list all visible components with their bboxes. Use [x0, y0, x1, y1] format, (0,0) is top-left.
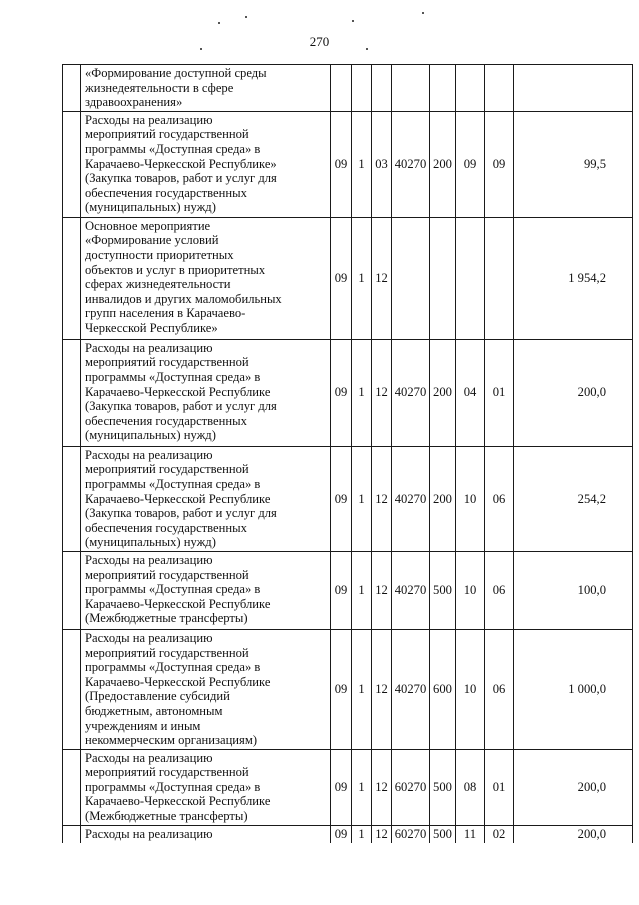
amount-cell: [514, 65, 633, 112]
amount-cell: 1 954,2: [514, 217, 633, 339]
code-cell: 500: [430, 749, 456, 825]
amount-cell: 200,0: [514, 825, 633, 843]
code-cell: 01: [485, 339, 514, 446]
code-cell: [456, 65, 485, 112]
code-cell: [392, 217, 430, 339]
code-cell: 40270: [392, 446, 430, 551]
code-cell: [485, 217, 514, 339]
row-index-cell: [63, 65, 81, 112]
code-cell: 09: [331, 749, 352, 825]
table-row: [63, 65, 633, 112]
table-row: [63, 551, 633, 629]
scan-speck: [200, 48, 202, 50]
amount-cell: 200,0: [514, 749, 633, 825]
description-cell: Расходы на реализацию мероприятий государственной программы «Доступная среда» в Карачаево-Черкесской Республике (Межбюджетные трансферты): [81, 749, 331, 825]
code-cell: 200: [430, 339, 456, 446]
amount-cell: 254,2: [514, 446, 633, 551]
amount-cell: 200,0: [514, 339, 633, 446]
code-cell: 500: [430, 825, 456, 843]
code-cell: 08: [456, 749, 485, 825]
code-cell: 600: [430, 629, 456, 749]
code-cell: 40270: [392, 339, 430, 446]
table-row: [63, 749, 633, 825]
code-cell: 09: [331, 217, 352, 339]
code-cell: [430, 65, 456, 112]
code-cell: 06: [485, 551, 514, 629]
description-cell: Расходы на реализацию мероприятий государственной программы «Доступная среда» в Карачаево-Черкесской Республике (Закупка товаров, работ и услуг для обеспечения государственных (муниципальных) нужд): [81, 339, 331, 446]
code-cell: 12: [372, 446, 392, 551]
scan-speck: [352, 20, 354, 22]
code-cell: 09: [331, 825, 352, 843]
amount-cell: 99,5: [514, 111, 633, 217]
code-cell: 1: [352, 551, 372, 629]
row-index-cell: [63, 551, 81, 629]
description-cell: Расходы на реализацию: [81, 825, 331, 843]
description-cell: Расходы на реализацию мероприятий государственной программы «Доступная среда» в Карачаево-Черкесской Республике (Межбюджетные трансферты): [81, 551, 331, 629]
code-cell: 09: [331, 629, 352, 749]
code-cell: [352, 65, 372, 112]
code-cell: 12: [372, 749, 392, 825]
page-number: 270: [309, 34, 330, 49]
code-cell: 1: [352, 825, 372, 843]
code-cell: 60270: [392, 749, 430, 825]
code-cell: 09: [456, 111, 485, 217]
code-cell: 1: [352, 629, 372, 749]
table-row: [63, 446, 633, 551]
budget-table: [62, 64, 633, 843]
code-cell: [372, 65, 392, 112]
code-cell: 60270: [392, 825, 430, 843]
code-cell: [331, 65, 352, 112]
code-cell: 02: [485, 825, 514, 843]
row-index-cell: [63, 339, 81, 446]
code-cell: 40270: [392, 551, 430, 629]
code-cell: 12: [372, 339, 392, 446]
code-cell: [456, 217, 485, 339]
code-cell: 12: [372, 825, 392, 843]
row-index-cell: [63, 749, 81, 825]
code-cell: 1: [352, 217, 372, 339]
description-cell: Основное мероприятие «Формирование условий доступности приоритетных объектов и услуг в приоритетных сферах жизнедеятельности инвалидов и других маломобильных групп населения в Карачаево- Черкесской Республике»: [81, 217, 331, 339]
code-cell: 10: [456, 446, 485, 551]
amount-cell: 1 000,0: [514, 629, 633, 749]
code-cell: 09: [331, 446, 352, 551]
code-cell: 09: [331, 551, 352, 629]
code-cell: 1: [352, 111, 372, 217]
table-row: [63, 111, 633, 217]
row-index-cell: [63, 629, 81, 749]
code-cell: 04: [456, 339, 485, 446]
description-cell: Расходы на реализацию мероприятий государственной программы «Доступная среда» в Карачаево-Черкесской Республике» (Закупка товаров, работ и услуг для обеспечения государственных (муниципальных) нужд): [81, 111, 331, 217]
code-cell: 200: [430, 446, 456, 551]
code-cell: 09: [331, 111, 352, 217]
code-cell: 10: [456, 551, 485, 629]
table-row: [63, 825, 633, 843]
scan-speck: [366, 48, 368, 50]
code-cell: 200: [430, 111, 456, 217]
code-cell: 01: [485, 749, 514, 825]
table-row: [63, 629, 633, 749]
table-row: [63, 217, 633, 339]
code-cell: 06: [485, 629, 514, 749]
code-cell: 12: [372, 217, 392, 339]
code-cell: 12: [372, 551, 392, 629]
code-cell: 09: [331, 339, 352, 446]
row-index-cell: [63, 111, 81, 217]
scan-speck: [422, 12, 424, 14]
row-index-cell: [63, 217, 81, 339]
code-cell: 500: [430, 551, 456, 629]
code-cell: [430, 217, 456, 339]
description-cell: Расходы на реализацию мероприятий государственной программы «Доступная среда» в Карачаево-Черкесской Республике (Закупка товаров, работ и услуг для обеспечения государственных (муниципальных) нужд): [81, 446, 331, 551]
code-cell: 1: [352, 749, 372, 825]
code-cell: 06: [485, 446, 514, 551]
code-cell: 11: [456, 825, 485, 843]
code-cell: 40270: [392, 111, 430, 217]
scan-speck: [218, 22, 220, 24]
code-cell: 03: [372, 111, 392, 217]
code-cell: 12: [372, 629, 392, 749]
code-cell: [392, 65, 430, 112]
code-cell: 1: [352, 446, 372, 551]
code-cell: 1: [352, 339, 372, 446]
description-cell: «Формирование доступной среды жизнедеятельности в сфере здравоохранения»: [81, 65, 331, 112]
code-cell: [485, 65, 514, 112]
scan-speck: [245, 16, 247, 18]
code-cell: 09: [485, 111, 514, 217]
code-cell: 40270: [392, 629, 430, 749]
amount-cell: 100,0: [514, 551, 633, 629]
code-cell: 10: [456, 629, 485, 749]
table-row: [63, 339, 633, 446]
description-cell: Расходы на реализацию мероприятий государственной программы «Доступная среда» в Карачаево-Черкесской Республике (Предоставление субсидий бюджетным, автономным учреждениям и иным некоммерческим организациям): [81, 629, 331, 749]
row-index-cell: [63, 446, 81, 551]
row-index-cell: [63, 825, 81, 843]
